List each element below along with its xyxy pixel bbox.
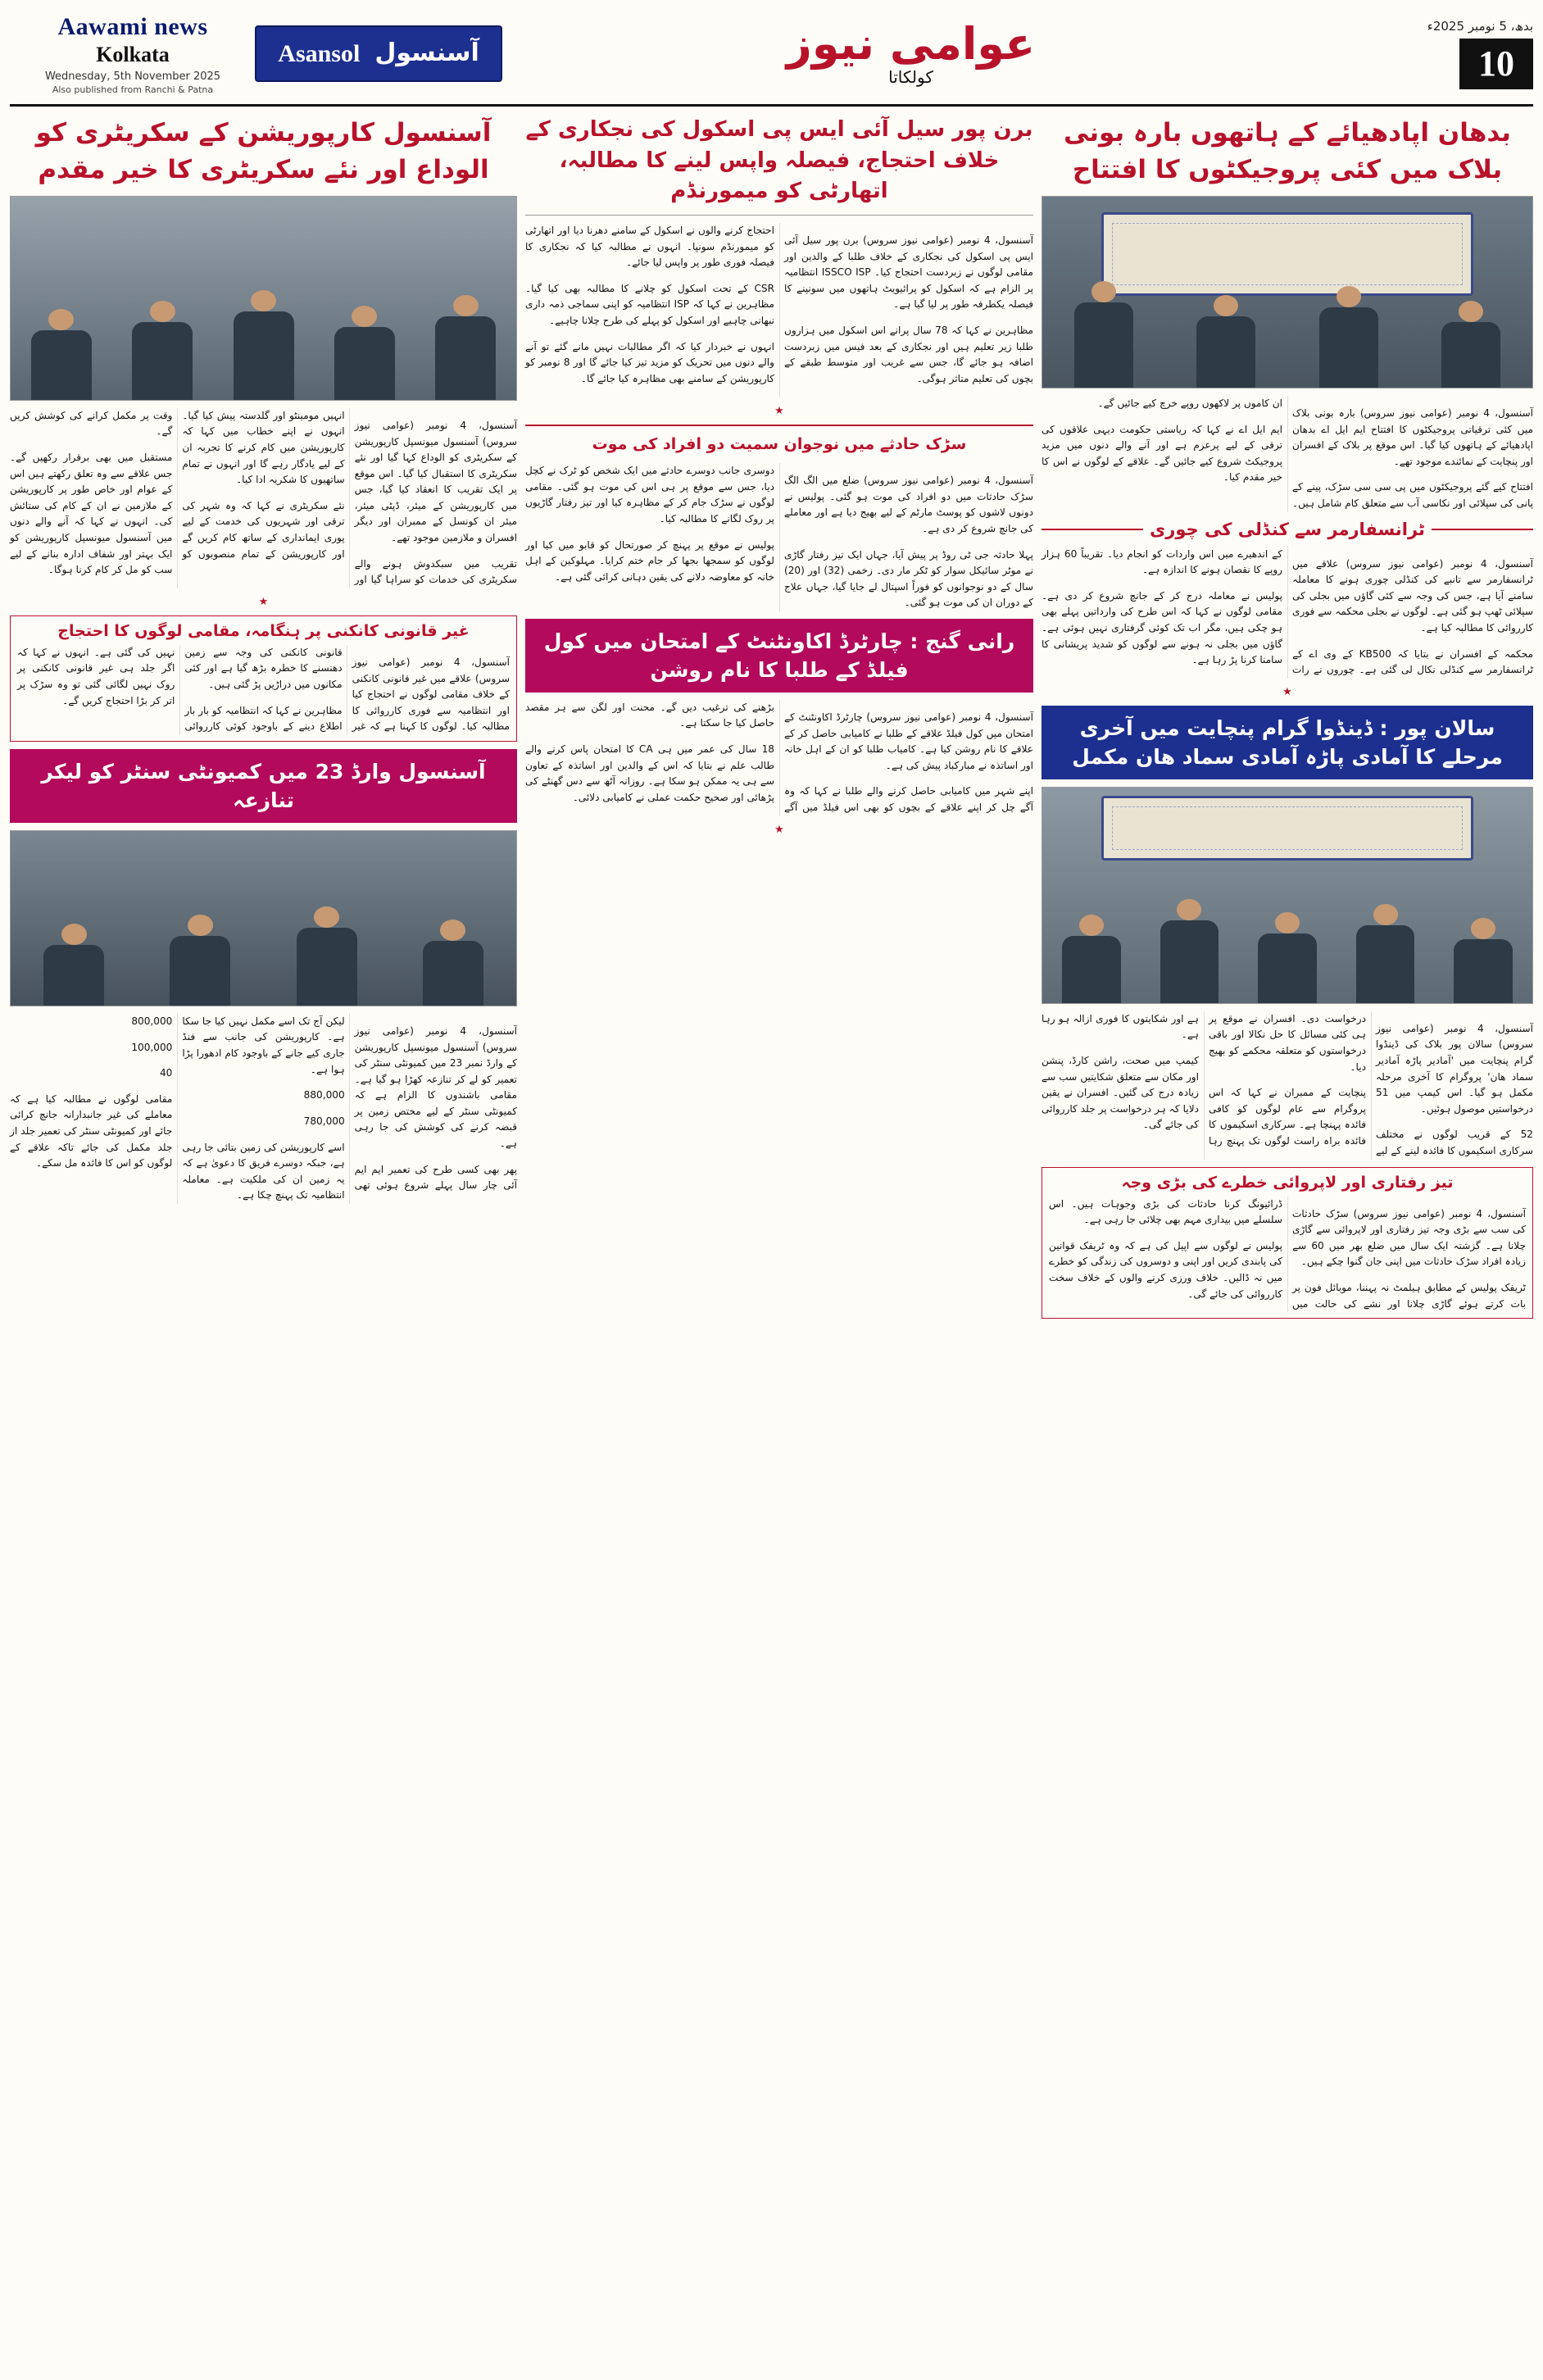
paragraph: اسے کارپوریشن کی زمین بتائی جا رہی ہے، جبکہ دوسرے فریق کا دعویٰ ہے کہ یہ زمین ان کی ملکیت ہے۔ معاملہ انتظامیہ تک پہنچ چکا ہے۔	[182, 1141, 345, 1201]
masthead-title-urdu	[501, 8, 1320, 99]
edition-city: Kolkata	[96, 42, 170, 66]
figure-amount: 800,000	[131, 1015, 173, 1027]
article-burnpur-body	[525, 223, 1033, 397]
article-ranigunj-body	[525, 700, 1033, 816]
page-columns	[10, 115, 1533, 1319]
edition-badge	[256, 8, 501, 99]
figure-amount: 40	[159, 1067, 173, 1079]
edition-badge-en: Asansol	[278, 39, 361, 67]
article-salanpur-body	[1042, 1011, 1533, 1160]
masthead	[10, 8, 1533, 107]
paragraph: دوسری جانب دوسرے حادثے میں ایک شخص کو ٹرک نے کچل دیا، جس سے موقع پر ہی اس کی موت ہو گئی۔ مقامی لوگوں نے سڑک جام کر کے مظاہرہ کیا اور تیز رفتار گاڑیوں پر روک لگانے کا مطالبہ کیا۔	[525, 465, 774, 525]
article-rash-driving	[1042, 1167, 1533, 1319]
paragraph: مستقبل میں بھی برقرار رکھیں گے۔ جس علاقے سے وہ تعلق رکھتے ہیں اس کے عوام اور خاص طور پر کارپوریشن کے ملازمین نے ان کے کام کی ستائش کی۔ انہوں نے کہا کہ آنے والے دنوں میں آسنسول میونسپل کارپوریشن کو ایک بہتر اور شفاف ادارہ بنانے کے لیے سب کو مل کر کام کرنا ہوگا۔	[10, 452, 173, 576]
masthead-right	[1320, 8, 1533, 99]
article-budhan-body	[1042, 396, 1533, 512]
paragraph: مقامی لوگوں نے مطالبہ کیا ہے کہ معاملے کی غیر جانبدارانہ جانچ کرائی جائے اور کمیونٹی سنٹر کی تعمیر جلد از جلد مکمل کی جائے تاکہ علاقے کے لوگوں کو اس کا فائدہ مل سکے۔	[10, 1092, 173, 1170]
paragraph: آسنسول، 4 نومبر (عوامی نیوز سروس) برن پور سیل آئی ایس پی اسکول کی نجکاری کے خلاف طلبا کے والدین اور مقامی لوگوں نے زبردست احتجاج کیا۔ ISSCO ISP انتظامیہ پر الزام ہے کہ اسکول کو پرائیویٹ ہاتھوں میں سونپنے کا فیصلہ یکطرفہ طور پر لیا گیا ہے۔	[784, 234, 1033, 311]
column-middle	[525, 115, 1033, 1319]
publication-city-ur: کولکاتا	[888, 67, 933, 88]
column-left	[10, 115, 517, 1319]
column-right	[1042, 115, 1533, 1319]
photo-secretary-farewell	[10, 196, 517, 401]
headline-transformer-theft-rule	[1042, 520, 1533, 539]
paragraph: آسنسول، 4 نومبر (عوامی نیوز سروس) سالان پور بلاک کی ڈینڈوا گرام پنچایت میں 'آمادیر پاڑہ آمادیر سماد ھان' پروگرام کا آخری مرحلہ مکمل ہو گیا۔ اس کیمپ میں 51 درخواستیں موصول ہوئیں۔	[1376, 1022, 1533, 1115]
end-star: ★	[774, 823, 784, 836]
figure-amount: 880,000	[303, 1089, 345, 1101]
paragraph: ٹریفک پولیس کے مطابق ہیلمٹ نہ پہننا، موبائل فون پر بات کرتے ہوئے گاڑی چلانا اور نشے کی حالت میں ڈرائیونگ کرنا حادثات کی بڑی وجوہات ہیں۔ اس سلسلے میں بیداری مہم بھی چلائی جا رہی ہے۔	[1049, 1197, 1526, 1310]
paragraph: آسنسول، 4 نومبر (عوامی نیوز سروس) چارٹرڈ اکاونٹنٹ کے امتحان میں کول فیلڈ علاقے کے طلبا نے کامیابی حاصل کر کے علاقے کا نام روشن کیا ہے۔ کامیاب طلبا کو ان کے اہل خانہ اور اساتذہ نے مبارکباد پیش کی ہے۔	[784, 711, 1034, 771]
publication-date-ur: بدھ، 5 نومبر 2025ء	[1427, 18, 1533, 34]
paragraph: پھر بھی کسی طرح کی تعمیر ایم ایم آئی چار سال پہلے شروع ہوئی تھی لیکن آج تک اسے مکمل نہیں کیا جا سکا ہے۔ کارپوریشن کی جانب سے فنڈ جاری کیے جانے کے باوجود کام ادھورا پڑا ہوا ہے۔	[182, 1015, 517, 1192]
banner-ranigunj-ca: رانی گنج : چارٹرڈ اکاونٹنٹ کے امتحان میں کول فیلڈ کے طلبا کا نام روشن	[525, 619, 1033, 693]
paragraph: افتتاح کیے گئے پروجیکٹوں میں پی سی سی سڑک، پینے کے پانی کی سپلائی اور نکاسی آب سے متعلق کام شامل ہیں۔ ان کاموں پر لاکھوں روپے خرچ کیے جائیں گے۔	[1097, 397, 1533, 509]
photo-panchayat-camp	[1042, 787, 1533, 1004]
end-star: ★	[774, 404, 784, 417]
edition-badge-ur: آسنسول	[374, 39, 479, 68]
banner-salanpur-panchayat: سالان پور : ڈینڈوا گرام پنچایت میں آخری مرحلے کا آمادی پاڑہ آمادی سماد ھان مکمل	[1042, 706, 1533, 779]
paragraph: آسنسول، 4 نومبر (عوامی نیوز سروس) علاقے میں ٹرانسفارمر سے تانبے کی کنڈلی چوری ہونے کا معاملہ سامنے آیا ہے، جس کی وجہ سے کئی گاؤں میں بجلی کی سپلائی ٹھپ ہو گئی ہے۔ لوگوں نے بجلی محکمہ سے فوری کارروائی کا مطالبہ کیا ہے۔	[1292, 557, 1533, 634]
paragraph: آسنسول، 4 نومبر (عوامی نیوز سروس) سڑک حادثات کی سب سے بڑی وجہ تیز رفتاری اور لاپروائی سے گاڑی چلانا ہے۔ گزشتہ ایک سال میں ضلع بھر میں 60 سے زیادہ افراد سڑک حادثات میں اپنی جان گنوا چکے ہیں۔	[1292, 1207, 1526, 1268]
publication-name-en: Aawami news	[57, 12, 208, 40]
paragraph: کیمپ میں صحت، راشن کارڈ، پنشن اور مکان سے متعلق شکایتیں سب سے زیادہ درج کی گئیں۔ افسران نے یقین دلایا کہ ہر درخواست پر جلد کارروائی کی جائے گی۔	[1042, 1055, 1199, 1131]
photo-ward23	[10, 830, 517, 1006]
paragraph: 52 کے قریب لوگوں نے مختلف سرکاری اسکیموں کا فائدہ لینے کے لیے درخواست دی۔ افسران نے موقع پر ہی کئی مسائل کا حل نکالا اور باقی درخواستوں کو متعلقہ محکمے کو بھیج دیا۔	[1209, 1012, 1533, 1156]
article-illegal-construction	[10, 615, 517, 742]
article-transformer-body	[1042, 547, 1533, 679]
article-rash-driving-body	[1049, 1197, 1526, 1313]
paragraph: آسنسول، 4 نومبر (عوامی نیوز سروس) آسنسول میونسپل کارپوریشن کے سکریٹری کو الوداع کہا گیا اور نئے سکریٹری کا استقبال کیا گیا۔ اس موقع پر ایک تقریب کا انعقاد کیا گیا، جس میں کارپوریشن کے میئر، ڈپٹی میئر، میئر ان کونسل کے ممبران اور دیگر افسران و ملازمین موجود تھے۔	[354, 419, 517, 544]
paragraph: CSR کے تحت اسکول کو چلانے کا مطالبہ بھی کیا گیا۔ مظاہرین نے کہا کہ ISP انتظامیہ کو اپنی سماجی ذمہ داری نبھانی چاہیے اور اسکول کو پہلے کی طرح چلانا چاہیے۔	[525, 282, 774, 327]
paragraph: آسنسول، 4 نومبر (عوامی نیوز سروس) ضلع میں الگ الگ سڑک حادثات میں دو افراد کی موت ہو گئی۔ پولیس نے دونوں لاشوں کو پوسٹ مارٹم کے لیے بھیج دیا ہے اور معاملے کی جانچ شروع کر دی ہے۔	[784, 475, 1034, 534]
paragraph: 18 سال کی عمر میں ہی CA کا امتحان پاس کرنے والے طالب علم نے بتایا کہ اس کے والدین اور اساتذہ کے تعاون سے ہی یہ ممکن ہو سکا ہے۔ روزانہ آٹھ سے دس گھنٹے کی پڑھائی اور صحیح حکمت عملی نے کامیابی دلائی۔	[525, 743, 774, 803]
article-ward23-body	[10, 1014, 517, 1204]
paragraph: ایم ایل اے نے کہا کہ ریاستی حکومت دیہی علاقوں کی ترقی کے لیے پرعزم ہے اور آنے والے دنوں میں مزید پروجیکٹ شروع کیے جائیں گے۔ علاقے کے لوگوں نے اس کا خیر مقدم کیا۔	[1042, 423, 1282, 484]
headline-accident-death: سڑک حادثے میں نوجوان سمیت دو افراد کی موت	[592, 434, 967, 453]
publication-date-en: Wednesday, 5th November 2025	[44, 70, 221, 83]
headline-rash-driving: تیز رفتاری اور لاپروائی خطرے کی بڑی وجہ	[1121, 1173, 1454, 1192]
headline-burnpur-protest: برن پور سیل آئی ایس پی اسکول کی نجکاری کے خلاف احتجاج، فیصلہ واپس لینے کا مطالبہ، اتھارٹی کو میمورنڈم	[525, 117, 1033, 204]
page-number: 10	[1459, 39, 1533, 89]
headline-transformer-theft: ٹرانسفارمر سے کنڈلی کی چوری	[1150, 519, 1425, 539]
paragraph: تقریب میں سبکدوش ہونے والے سکریٹری کی خدمات کو سراہا گیا اور انہیں مومینٹو اور گلدستہ پیش کیا گیا۔ انہوں نے اپنے خطاب میں کہا کہ کارپوریشن میں کام کرنے کا تجربہ ان کے لیے یادگار رہے گا اور انہوں نے تمام ساتھیوں کا شکریہ ادا کیا۔	[182, 409, 517, 586]
paragraph: محکمہ کے افسران نے بتایا کہ KB500 کے وی اے کے ٹرانسفارمر سے کنڈلی نکال لی گئی ہے۔ چوروں نے رات کے اندھیرے میں اس واردات کو انجام دیا۔ تقریباً 60 ہزار روپے کا نقصان ہونے کا اندازہ ہے۔	[1042, 547, 1533, 676]
end-star: ★	[258, 595, 269, 608]
paragraph: پنچایت کے ممبران نے کہا کہ اس پروگرام سے عام لوگوں کو کافی فائدہ پہنچا ہے۔ سرکاری اسکیموں کا فائدہ براہ راست لوگوں تک پہنچ رہا ہے اور شکایتوں کا فوری ازالہ ہو رہا ہے۔	[1042, 1012, 1366, 1147]
paragraph: مظاہرین نے کہا کہ انتظامیہ کو بار بار اطلاع دینے کے باوجود کوئی کارروائی نہیں کی گئی ہے۔ انہوں نے کہا کہ اگر جلد ہی غیر قانونی کانکنی پر روک نہیں لگائی گئی تو وہ سڑک پر اتر کر بڑا احتجاج کریں گے۔	[17, 646, 343, 733]
headline-secretary-farewell: آسنسول کارپوریشن کے سکریٹری کو الوداع اور نئے سکریٹری کا خیر مقدم	[35, 118, 492, 184]
paragraph: نئے سکریٹری نے کہا کہ وہ شہر کی ترقی اور شہریوں کی خدمت کے لیے پوری ایمانداری کے ساتھ کام کریں گے اور کارپوریشن کے تمام منصوبوں کو وقت پر مکمل کرانے کی کوشش کریں گے۔	[10, 409, 345, 560]
paragraph: اپنے شہر میں کامیابی حاصل کرنے والے طلبا نے کہا کہ وہ آگے چل کر اپنے علاقے کے بچوں کو بھی اس فیلڈ میں آگے بڑھنے کی ترغیب دیں گے۔ محنت اور لگن سے ہر مقصد حاصل کیا جا سکتا ہے۔	[525, 701, 1033, 813]
paragraph: پولیس نے موقع پر پہنچ کر صورتحال کو قابو میں کیا اور لوگوں کو سمجھا بجھا کر جام ختم کرایا۔ مہلوکین کے اہل خانہ کو معاوضہ دلانے کی یقین دہانی کرائی گئی ہے۔	[525, 538, 774, 583]
paragraph: پہلا حادثہ جی ٹی روڈ پر پیش آیا، جہاں ایک تیز رفتار گاڑی نے موٹر سائیکل سوار کو ٹکر مار دی۔ زخمی (32) اور (20) سال کے دو نوجوانوں کو فوراً اسپتال لے جایا گیا، جہاں علاج کے دوران ان کی موت ہو گئی۔	[784, 548, 1033, 609]
masthead-left	[10, 8, 256, 99]
headline-illegal-construction: غیر قانونی کانکنی پر ہنگامہ، مقامی لوگوں کا احتجاج	[57, 621, 470, 640]
article-secretary-body	[10, 408, 517, 588]
paragraph: انہوں نے خبردار کیا کہ اگر مطالبات نہیں مانے گئے تو آنے والے دنوں میں تحریک کو مزید تیز کیا جائے گا اور 8 نومبر کو کارپوریشن کے سامنے بھی مظاہرہ کیا جائے گا۔	[525, 340, 774, 384]
paragraph: مظاہرین نے کہا کہ 78 سال پرانے اس اسکول میں ہزاروں طلبا زیر تعلیم ہیں اور نجکاری کے بعد فیس میں زبردست اضافہ ہو جائے گا، جس سے غریب اور متوسط طبقے کے بچوں کی تعلیم متاثر ہوگی۔	[784, 325, 1033, 384]
paragraph: آسنسول، 4 نومبر (عوامی نیوز سروس) آسنسول میونسپل کارپوریشن کے وارڈ نمبر 23 میں کمیونٹی سنٹر کی تعمیر کو لے کر تنازعہ کھڑا ہو گیا ہے۔ مقامی باشندوں کا الزام ہے کہ کمیونٹی سنٹر کے لیے مختص زمین پر قبضہ کرنے کی کوشش کی جا رہی ہے۔	[354, 1024, 517, 1149]
banner-ward23-dispute: آسنسول وارڈ 23 میں کمیونٹی سنٹر کو لیکر تنازعہ	[10, 749, 517, 823]
paragraph: پولیس نے لوگوں سے اپیل کی ہے کہ وہ ٹریفک قوانین کی پابندی کریں اور اپنی و دوسروں کی زندگی کو خطرے میں نہ ڈالیں۔ خلاف ورزی کرنے والوں کے خلاف سخت کارروائی کی جائے گی۔	[1049, 1239, 1282, 1300]
end-star: ★	[1282, 685, 1292, 698]
figure-amount: 100,000	[131, 1041, 173, 1053]
paragraph: احتجاج کرنے والوں نے اسکول کے سامنے دھرنا دیا اور اتھارٹی کو میمورنڈم سونپا۔ انہوں نے مطالبہ کیا کہ نجکاری کا فیصلہ فوری طور پر واپس لیا جائے۔	[525, 225, 774, 269]
publication-name-ur: عوامی نیوز	[786, 17, 1036, 70]
photo-inauguration	[1042, 196, 1533, 388]
headline-budhan-inauguration: بدھان اپادھیائے کے ہاتھوں بارہ بونی بلاک میں کئی پروجیکٹوں کا افتتاح	[1064, 118, 1511, 184]
also-published-note: Also published from Ranchi & Patna	[52, 84, 214, 95]
paragraph: پولیس نے معاملہ درج کر کے جانچ شروع کر دی ہے۔ مقامی لوگوں نے کہا کہ اس طرح کی وارداتیں پہلے بھی ہو چکی ہیں، مگر اب تک کوئی گرفتاری نہیں ہوئی ہے۔ گاؤں میں بجلی نہ ہونے سے لوگوں کو شدید پریشانی کا سامنا کرنا پڑ رہا ہے۔	[1042, 589, 1282, 666]
paragraph: آسنسول، 4 نومبر (عوامی نیوز سروس) علاقے میں غیر قانونی کانکنی کے خلاف مقامی لوگوں نے احتجاج کیا اور انتظامیہ سے فوری کارروائی کا مطالبہ کیا۔ لوگوں کا کہنا ہے کہ غیر قانونی کانکنی کی وجہ سے زمین دھنسنے کا خطرہ بڑھ گیا ہے اور کئی مکانوں میں دراڑیں پڑ گئی ہیں۔	[184, 646, 510, 733]
article-accident-body	[525, 463, 1033, 611]
paragraph: آسنسول، 4 نومبر (عوامی نیوز سروس) بارہ بونی بلاک میں کئی ترقیاتی پروجیکٹوں کا افتتاح ایم ایل اے بدھان اپادھیائے کے ہاتھوں کیا گیا۔ اس موقع پر بلاک کے افسران اور پنچایت کے نمائندے موجود تھے۔	[1292, 407, 1533, 467]
figure-amount: 780,000	[303, 1115, 345, 1127]
article-illegal-body	[17, 645, 510, 735]
